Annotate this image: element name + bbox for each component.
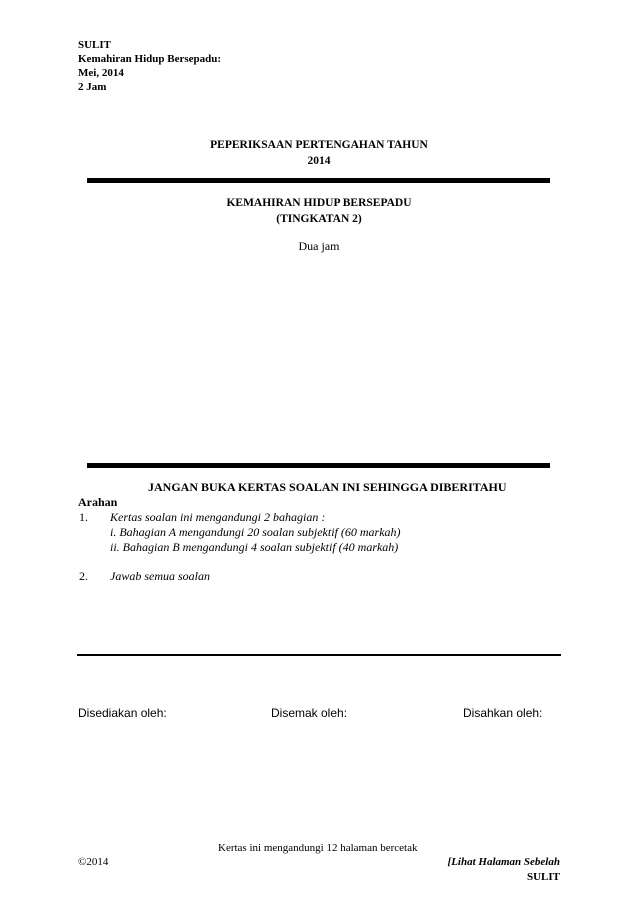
instructions-heading: Arahan bbox=[78, 495, 118, 509]
exam-duration: Dua jam bbox=[298, 239, 340, 253]
instruction-sub-2: ii. Bahagian B mengandungi 4 soalan subjektif (40 markah) bbox=[110, 540, 399, 554]
exam-year: 2014 bbox=[307, 155, 331, 167]
instruction-number-2: 2. bbox=[79, 569, 88, 583]
prepared-by-label: Disediakan oleh: bbox=[78, 706, 167, 720]
middle-divider bbox=[87, 463, 550, 468]
copyright-label: ©2014 bbox=[78, 856, 109, 868]
approved-by-label: Disahkan oleh: bbox=[463, 706, 543, 720]
exam-title: PEPERIKSAAN PERTENGAHAN TAHUN bbox=[210, 139, 428, 151]
top-divider bbox=[87, 178, 550, 183]
checked-by-label: Disemak oleh: bbox=[271, 706, 348, 720]
instruction-number-1: 1. bbox=[79, 510, 88, 524]
next-page-label: [Lihat Halaman Sebelah bbox=[447, 856, 560, 868]
date-label: Mei, 2014 bbox=[78, 67, 124, 79]
form-title: (TINGKATAN 2) bbox=[276, 213, 362, 225]
bottom-divider bbox=[77, 654, 561, 656]
instruction-text-2: Jawab semua soalan bbox=[110, 569, 210, 583]
footer-classification: SULIT bbox=[526, 871, 560, 883]
subject-label: Kemahiran Hidup Bersepadu: bbox=[78, 53, 222, 65]
duration-label: 2 Jam bbox=[78, 81, 107, 93]
classification-label: SULIT bbox=[78, 39, 112, 51]
instruction-sub-1: i. Bahagian A mengandungi 20 soalan subjektif (60 markah) bbox=[110, 525, 401, 539]
subject-title: KEMAHIRAN HIDUP BERSEPADU bbox=[226, 197, 412, 209]
warning-text: JANGAN BUKA KERTAS SOALAN INI SEHINGGA DIBERITAHU bbox=[148, 480, 507, 494]
instruction-text-1: Kertas soalan ini mengandungi 2 bahagian : bbox=[110, 510, 326, 524]
page-count-note: Kertas ini mengandungi 12 halaman bercetak bbox=[218, 842, 418, 854]
